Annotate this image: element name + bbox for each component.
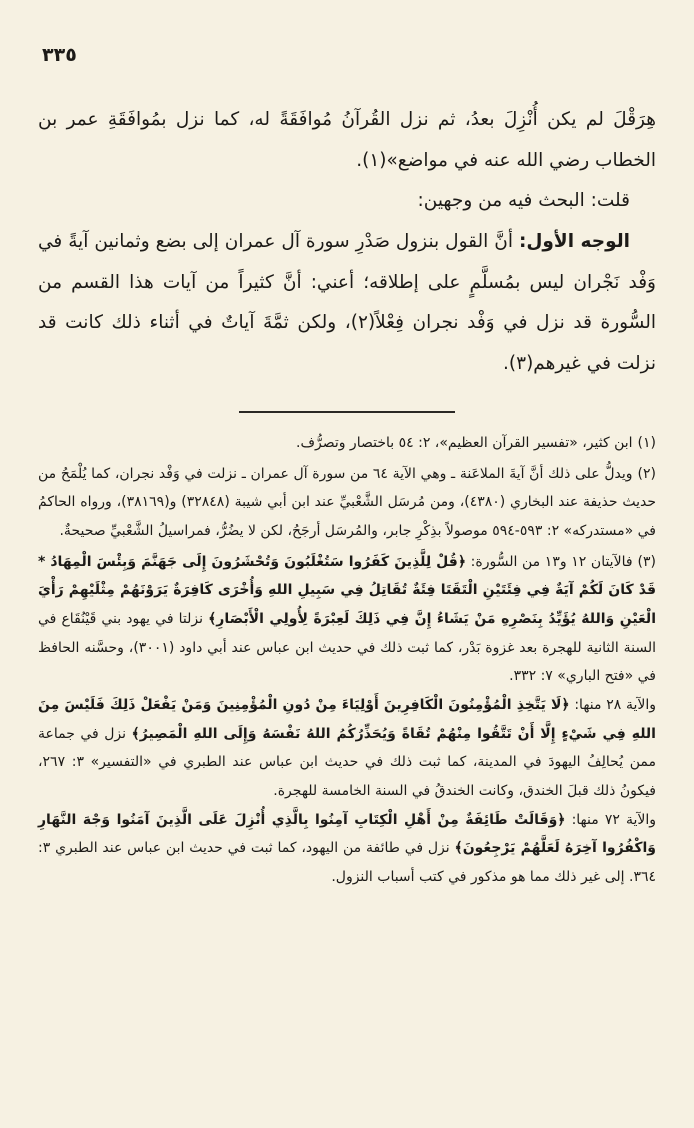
footnote-3-part-1 <box>38 548 656 691</box>
footnote-1-text: ابن كثير، «تفسير القرآن العظيم»، ٢: ٥٤ باختصار وتصرُّف. <box>296 434 633 451</box>
footnote-3-text: فالآيتان ١٢ و١٣ من السُّورة: <box>466 553 633 570</box>
quran-verse-3-28: ﴿لَا يَتَّخِذِ الْمُؤْمِنُونَ الْكَافِرِينَ أَوْلِيَاءَ مِنْ دُونِ الْمُؤْمِنِينَ وَمَنْ يَفْعَلْ ذَلِكَ فَلَيْسَ مِنَ اللهِ فِي شَيْءٍ إِلَّا أَنْ تَتَّقُوا مِنْهُمْ تُقَاةً وَيُحَذِّرُكُمُ اللهُ نَفْسَهُ وَإِلَى اللهِ الْمَصِيرُ﴾ <box>38 697 656 742</box>
paragraph-lead-label: الوجه الأول: <box>518 231 630 253</box>
quran-verse-3-12-13: ﴿قُلْ لِلَّذِينَ كَفَرُوا سَتُغْلَبُونَ وَتُحْشَرُونَ إِلَى جَهَنَّمَ وَبِئْسَ الْمِهَادُ * قَدْ كَانَ لَكُمْ آيَةٌ فِي فِئَتَيْنِ الْتَقَتَا فِئَةٌ تُقَاتِلُ فِي سَبِيلِ اللهِ وَأُخْرَى كَافِرَةٌ يَرَوْنَهُمْ مِثْلَيْهِمْ رَأْيَ الْعَيْنِ وَاللهُ يُؤَيِّدُ بِنَصْرِهِ مَنْ يَشَاءُ إِنَّ فِي ذَلِكَ لَعِبْرَةً لِأُولِي الْأَبْصَارِ﴾ <box>38 553 656 627</box>
footnotes-section <box>38 429 656 892</box>
footnote-3-part-3 <box>38 806 656 892</box>
page-number: ٣٣٥ <box>42 44 77 66</box>
paragraph-body-text: أنَّ القول بنزول صَدْرِ سورة آل عمران إلى بضع وثمانين آيةً في وَفْد نَجْران ليس بمُسلَّمٍ على إطلاقه؛ أعني: أنَّ كثيراً من آيات هذا القسم من السُّورة قد نزل في وَفْد نجران فِعْلاً(٢)، ولكن ثمَّةَ آياتٌ في أثناء ذلك كانت قد نزلت في غيرهم(٣). <box>38 231 656 375</box>
footnote-3-text: نزل في جماعة ممن يُحالِفُ اليهودَ في المدينة، كما ثبت ذلك في حديث ابن عباس عند الطبري في «التفسير» ٣: ٢٦٧، فيكونُ ذلك قبلَ الخندق، وكانت الخندقُ في السنة الخامسة للهجرة. <box>38 725 656 800</box>
footnote-3-text: والآية ٢٨ منها: <box>569 697 656 713</box>
footnote-1 <box>38 429 656 458</box>
footnote-1-marker: (١) <box>637 434 656 451</box>
footnote-3-part-2 <box>38 691 656 806</box>
footnote-separator-rule <box>239 411 455 413</box>
footnote-3-text: نزل في طائفة من اليهود، كما ثبت في حديث ابن عباس عند الطبري ٣: ٣٦٤. إلى غير ذلك مما هو مذكور في كتب أسباب النزول. <box>38 840 656 886</box>
body-paragraph-first-aspect <box>38 222 656 385</box>
body-paragraph-continuation: هِرَقْلَ لم يكن أُنْزِلَ بعدُ، ثم نزل القُرآنُ مُوافَقَةً له، كما نزل بمُوافَقَةِ عمر بن الخطاب رضي الله عنه في مواضع»(١). <box>38 109 656 171</box>
footnote-3-text: نزلتا في يهود بني قَيْنُقَاع في السنة الثانية للهجرة بعد غزوة بَدْر، كما ثبت ذلك في حديث ابن عباس عند أبي داود (٣٠٠١)، وحسَّنه الحافظ في «فتح الباري» ٧: ٣٣٢. <box>38 610 656 685</box>
body-paragraph-qultu: قلت: البحث فيه من وجهين: <box>417 190 630 212</box>
footnote-3-marker: (٣) <box>637 553 656 570</box>
footnote-2-text: ويدلُّ على ذلك أنَّ آيةَ الملاعَنة ـ وهي الآية ٦٤ من سورة آل عمران ـ نزلت في وَفْد نجران، كما يُلْمَحُ من حديث حذيفة عند البخاري (٤٣٨٠)، ومن مُرسَل الشَّعْبيِّ عند ابن أبي شيبة (٣٢٨٤٨) و(٣٨١٦٩)، ورواه الحاكمُ في «مستدركه» ٢: ٥٩٣-٥٩٤ موصولاً بذِكْرِ جابر، والمُرسَل أرجَحُ، لكن لا يضُرُّ، فمراسيلُ الشَّعْبيِّ صحيحةٌ. <box>38 465 657 539</box>
quran-verse-3-72: ﴿وَقَالَتْ طَائِفَةٌ مِنْ أَهْلِ الْكِتَابِ آمِنُوا بِالَّذِي أُنْزِلَ عَلَى الَّذِينَ آمَنُوا وَجْهَ النَّهَارِ وَاكْفُرُوا آخِرَهُ لَعَلَّهُمْ يَرْجِعُونَ﴾ <box>38 811 657 857</box>
footnote-2-marker: (٢) <box>637 465 656 482</box>
footnote-3-text: والآية ٧٢ منها: <box>565 811 656 828</box>
footnote-2 <box>38 460 656 546</box>
footnote-3 <box>38 548 656 892</box>
main-text-block <box>38 100 656 385</box>
